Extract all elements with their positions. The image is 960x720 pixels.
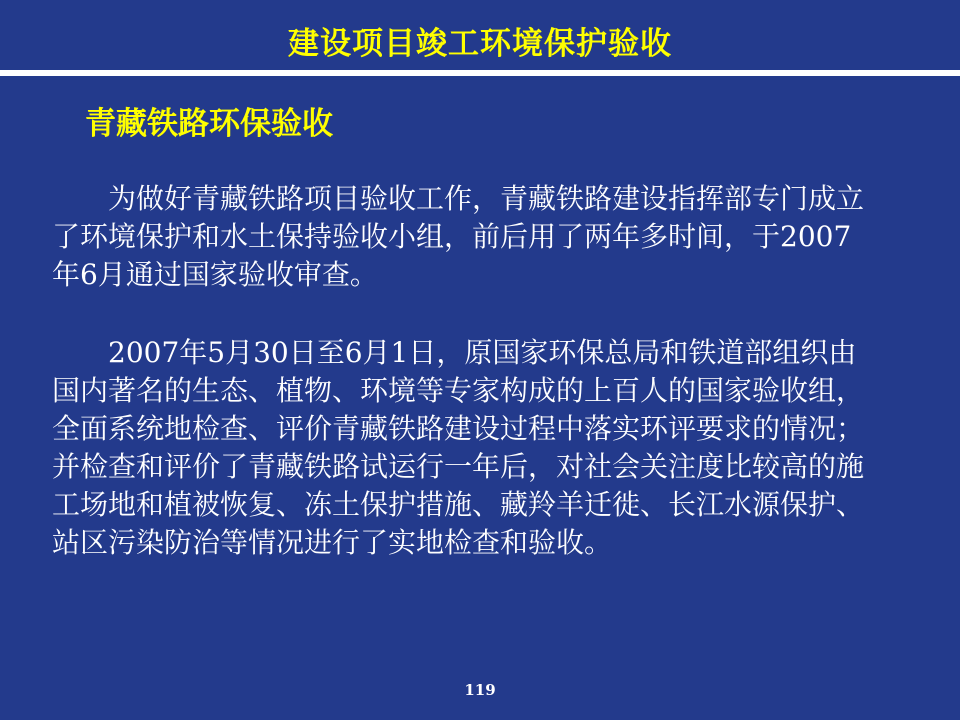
title-divider	[0, 70, 960, 76]
section-heading: 青藏铁路环保验收	[85, 106, 333, 142]
body-paragraph-1: 为做好青藏铁路项目验收工作，青藏铁路建设指挥部专门成立了环境保护和水土保持验收小组，前后用了两年多时间，于2007年6月通过国家验收审查。	[52, 182, 865, 291]
slide-title: 建设项目竣工环境保护验收	[288, 26, 672, 62]
body-paragraph-2: 2007年5月30日至6月1日，原国家环保总局和铁道部组织由国内著名的生态、植物、环境等专家构成的上百人的国家验收组，全面系统地检查、评价青藏铁路建设过程中落实环评要求的情况；并检查和评价了青藏铁路试运行一年后，对社会关注度比较高的施工场地和植被恢复、冻土保护措施、藏羚羊迁徙、长江水源保护、站区污染防治等情况进行了实地检查和验收。	[52, 336, 865, 559]
page-number: 119	[464, 681, 496, 699]
